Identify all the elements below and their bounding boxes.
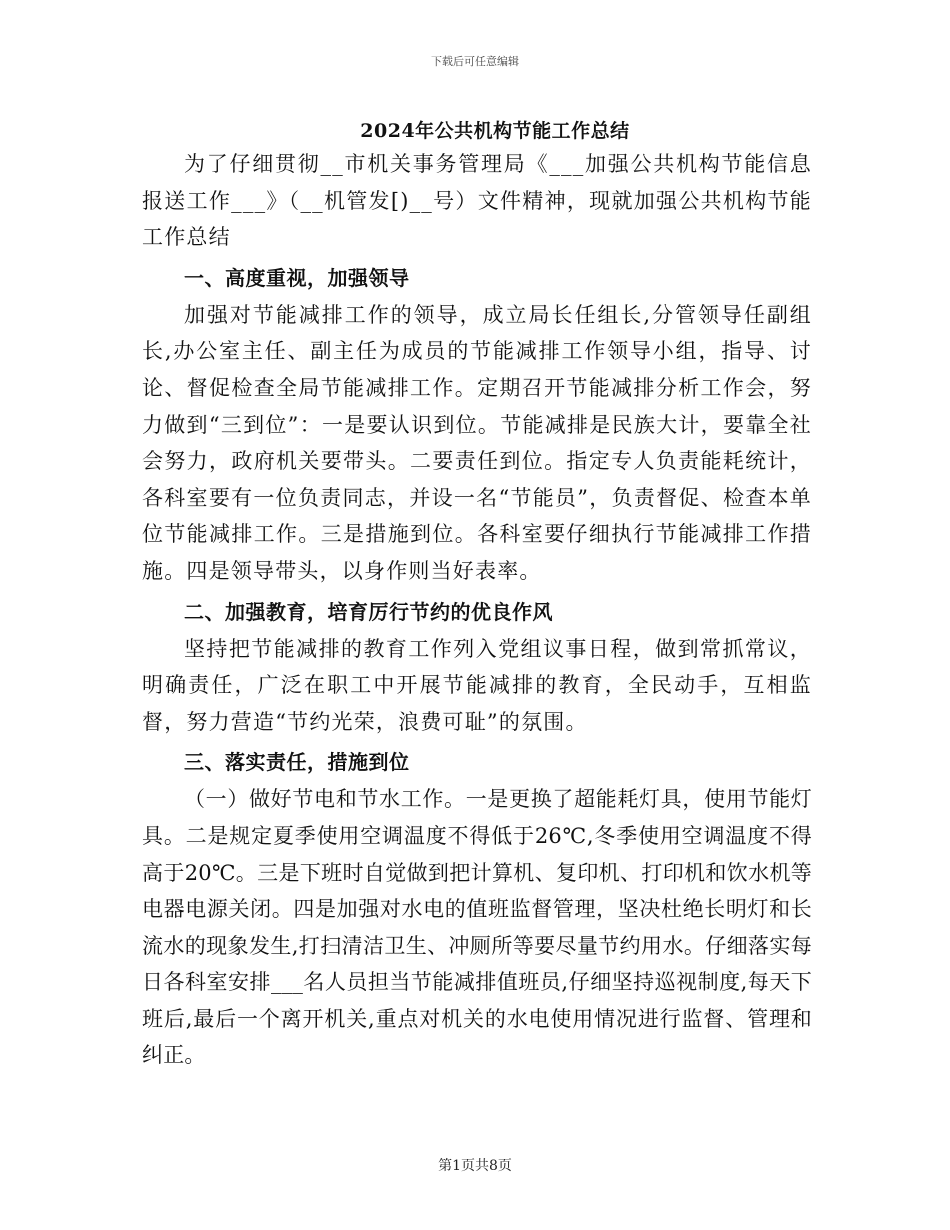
section-3-paragraph: （一）做好节电和节水工作。一是更换了超能耗灯具，使用节能灯具。二是规定夏季使用空调温度不得低于26℃,冬季使用空调温度不得高于20℃。三是下班时自觉做到把计算机、复印机、打印机和饮水机等电器电源关闭。四是加强对水电的值班监督管理，坚决杜绝长明灯和长流水的现象发生,打扫清洁卫生、冲厕所等要尽量节约用水。仔细落实每日各科室安排___名人员担当节能减排值班员,仔细坚持巡视制度,每天下班后,最后一个离开机关,重点对机关的水电使用情况进行监督、管理和纠正。 xyxy=(142,787,812,1068)
intro-paragraph: 为了仔细贯彻__市机关事务管理局《___加强公共机构节能信息报送工作___》（__机管发[)__号）文件精神，现就加强公共机构节能工作总结 xyxy=(142,152,812,250)
section-2-paragraph: 坚持把节能减排的教育工作列入党组议事日程，做到常抓常议，明确责任，广泛在职工中开展节能减排的教育，全民动手，互相监督，努力营造“节约光荣，浪费可耻”的氛围。 xyxy=(142,636,812,734)
section-2-heading: 二、加强教育，培育厉行节约的优良作风 xyxy=(184,599,553,624)
section-3-heading: 三、落实责任，措施到位 xyxy=(184,750,410,775)
section-1-paragraph: 加强对节能减排工作的领导，成立局长任组长,分管领导任副组长,办公室主任、副主任为成员的节能减排工作领导小组，指导、讨论、督促检查全局节能减排工作。定期召开节能减排分析工作会，努力做到“三到位”：一是要认识到位。节能减排是民族大计，要靠全社会努力，政府机关要带头。二要责任到位。指定专人负责能耗统计，各科室要有一位负责同志，并设一名“节能员”，负责督促、检查本单位节能减排工作。三是措施到位。各科室要仔细执行节能减排工作措施。四是领导带头，以身作则当好表率。 xyxy=(142,302,812,583)
document-body xyxy=(142,146,812,1074)
page-number-footer: 第1页共8页 xyxy=(438,1158,512,1174)
header-note: 下载后可任意编辑 xyxy=(431,55,519,68)
section-1-heading: 一、高度重视，加强领导 xyxy=(184,265,410,290)
document-title: 2024年公共机构节能工作总结 xyxy=(360,120,630,142)
